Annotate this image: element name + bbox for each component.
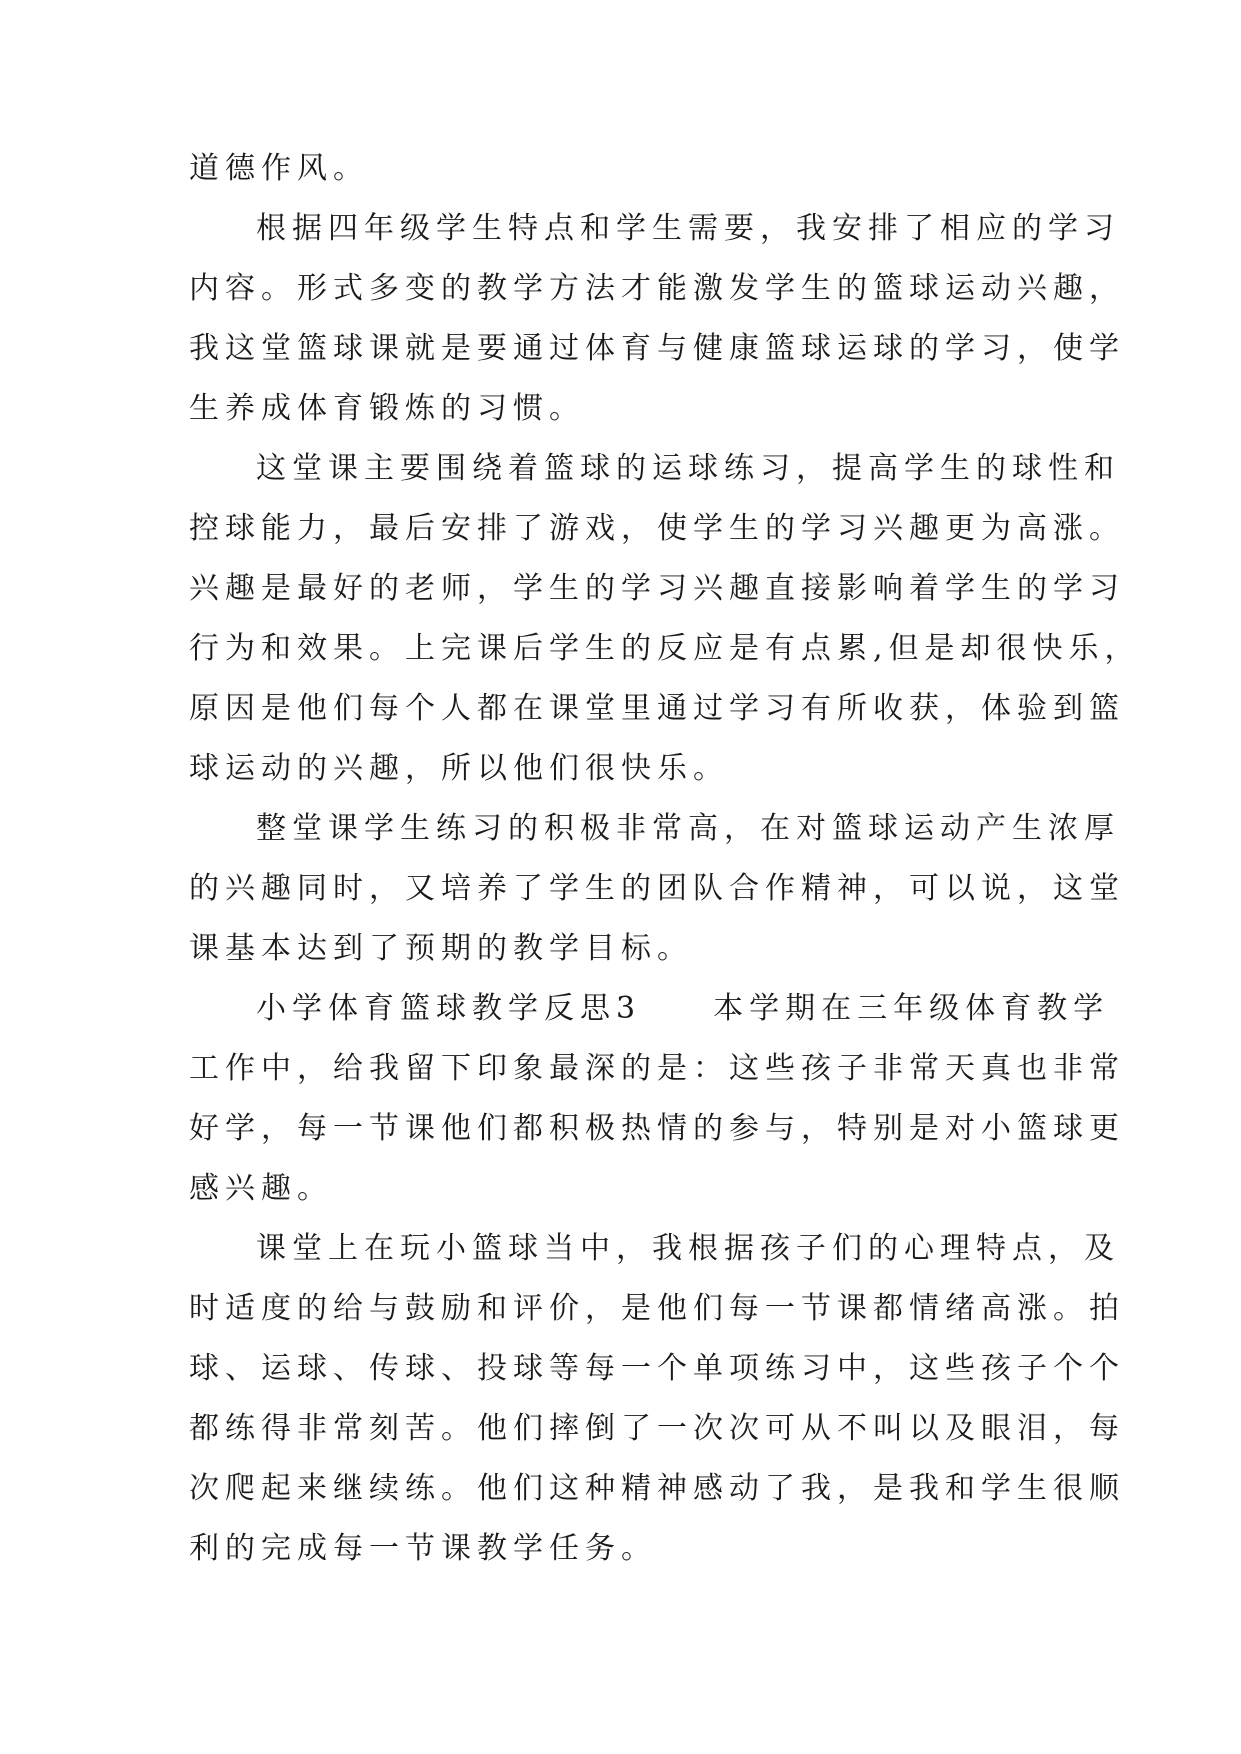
paragraph-3-line-2: 控球能力，最后安排了游戏，使学生的学习兴趣更为高涨。: [189, 511, 1125, 546]
paragraph-4-line-2: 的兴趣同时，又培养了学生的团队合作精神，可以说，这堂: [189, 871, 1125, 906]
paragraph-3-line-3: 兴趣是最好的老师，学生的学习兴趣直接影响着学生的学习: [189, 571, 1125, 606]
paragraph-6-line-1: 课堂上在玩小篮球当中，我根据孩子们的心理特点，及: [256, 1231, 1120, 1266]
paragraph-3-line-6: 球运动的兴趣，所以他们很快乐。: [189, 751, 729, 786]
paragraph-6-line-4: 都练得非常刻苦。他们摔倒了一次次可从不叫以及眼泪，每: [189, 1411, 1125, 1446]
paragraph-5-line-4: 感兴趣。: [189, 1171, 333, 1206]
paragraph-3-line-1: 这堂课主要围绕着篮球的运球练习，提高学生的球性和: [256, 451, 1120, 486]
paragraph-4-line-1: 整堂课学生练习的积极非常高，在对篮球运动产生浓厚: [256, 811, 1120, 846]
paragraph-6-line-3: 球、运球、传球、投球等每一个单项练习中，这些孩子个个: [189, 1351, 1125, 1386]
paragraph-5-line-1: 小学体育篮球教学反思3 本学期在三年级体育教学: [256, 991, 1110, 1026]
paragraph-6-line-6: 利的完成每一节课教学任务。: [189, 1531, 657, 1566]
paragraph-2-line-3: 我这堂篮球课就是要通过体育与健康篮球运球的学习，使学: [189, 331, 1125, 366]
paragraph-4-line-3: 课基本达到了预期的教学目标。: [189, 931, 693, 966]
paragraph-2-line-2: 内容。形式多变的教学方法才能激发学生的篮球运动兴趣，: [189, 271, 1125, 306]
paragraph-5-line-3: 好学，每一节课他们都积极热情的参与，特别是对小篮球更: [189, 1111, 1125, 1146]
paragraph-3-line-5: 原因是他们每个人都在课堂里通过学习有所收获，体验到篮: [189, 691, 1125, 726]
paragraph-6-line-2: 时适度的给与鼓励和评价，是他们每一节课都情绪高涨。拍: [189, 1291, 1125, 1326]
paragraph-5-line-2: 工作中，给我留下印象最深的是：这些孩子非常天真也非常: [189, 1051, 1125, 1086]
paragraph-2-line-1: 根据四年级学生特点和学生需要，我安排了相应的学习: [256, 211, 1120, 246]
paragraph-6-line-5: 次爬起来继续练。他们这种精神感动了我，是我和学生很顺: [189, 1471, 1125, 1506]
paragraph-1-line-1: 道德作风。: [189, 151, 369, 186]
paragraph-2-line-4: 生养成体育锻炼的习惯。: [189, 391, 585, 426]
paragraph-3-line-4: 行为和效果。上完课后学生的反应是有点累,但是却很快乐，: [189, 631, 1141, 666]
